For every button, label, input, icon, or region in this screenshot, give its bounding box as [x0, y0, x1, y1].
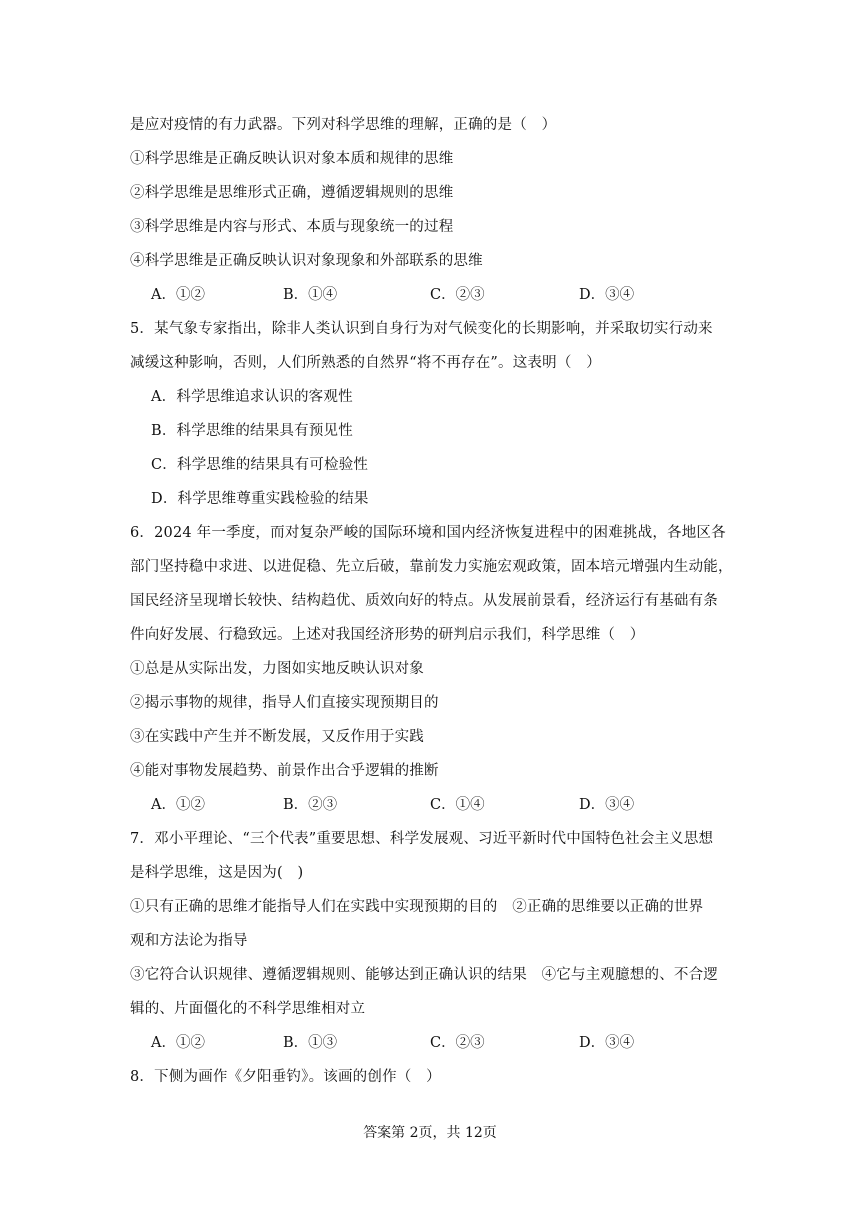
question-4-item-4: ④科学思维是正确反映认识对象现象和外部联系的思维 — [130, 253, 483, 269]
question-6-stem-line-1: 6．2024 年一季度，而对复杂严峻的国际环境和国内经济恢复进程中的困难挑战，各地区各 — [130, 525, 726, 541]
question-6-choice-d: D．③④ — [579, 797, 635, 813]
page-footer: 答案第 2页，共 12页 — [363, 1125, 497, 1141]
question-6-stem-line-3: 国民经济呈现增长较快、结构趋优、质效向好的特点。从发展前景看，经济运行有基础有条 — [130, 593, 718, 609]
question-7-item-line-4: 辑的、片面僵化的不科学思维相对立 — [130, 1001, 366, 1017]
question-6-stem-line-2: 部门坚持稳中求进、以进促稳、先立后破，靠前发力实施宏观政策，固本培元增强内生动能， — [130, 559, 733, 575]
question-6-choices — [130, 788, 740, 822]
question-7-item-line-1: ①只有正确的思维才能指导人们在实践中实现预期的目的 ②正确的思维要以正确的世界 — [130, 899, 704, 915]
question-5-option-b: B．科学思维的结果具有预见性 — [151, 423, 353, 439]
page-content — [130, 108, 740, 1094]
question-7-stem-line-2: 是科学思维，这是因为( ) — [130, 865, 304, 881]
question-6-item-3: ③在实践中产生并不断发展，又反作用于实践 — [130, 729, 424, 745]
question-7-item-line-3: ③它符合认识规律、遵循逻辑规则、能够达到正确认识的结果 ④它与主观臆想的、不合逻 — [130, 967, 718, 983]
question-4-choices — [130, 278, 740, 312]
question-6-item-2: ②揭示事物的规律，指导人们直接实现预期目的 — [130, 695, 439, 711]
question-5-option-a: A．科学思维追求认识的客观性 — [151, 389, 353, 405]
question-4-item-1: ①科学思维是正确反映认识对象本质和规律的思维 — [130, 151, 454, 167]
question-6-choice-c: C．①④ — [430, 797, 485, 813]
question-4-choice-b: B．①④ — [283, 287, 338, 303]
question-7-choice-d: D．③④ — [579, 1035, 635, 1051]
question-5-option-c: C．科学思维的结果具有可检验性 — [151, 457, 369, 473]
question-5-stem-line-2: 减缓这种影响，否则，人们所熟悉的自然界“将不再存在”。这表明（ ） — [130, 355, 601, 371]
question-6-item-1: ①总是从实际出发，力图如实地反映认识对象 — [130, 661, 424, 677]
question-6-choice-a: A．①② — [151, 797, 205, 813]
question-7-item-line-2: 观和方法论为指导 — [130, 933, 248, 949]
question-5-option-d: D．科学思维尊重实践检验的结果 — [151, 491, 369, 507]
question-7-choice-a: A．①② — [151, 1035, 205, 1051]
question-6-stem-line-4: 件向好发展、行稳致远。上述对我国经济形势的研判启示我们，科学思维（ ） — [130, 627, 645, 643]
question-4-stem-tail: 是应对疫情的有力武器。下列对科学思维的理解，正确的是（ ） — [130, 117, 557, 133]
question-4-item-2: ②科学思维是思维形式正确，遵循逻辑规则的思维 — [130, 185, 454, 201]
question-4-choice-d: D．③④ — [579, 287, 635, 303]
question-7-choice-b: B．①③ — [283, 1035, 338, 1051]
question-7-stem-line-1: 7．邓小平理论、“三个代表”重要思想、科学发展观、习近平新时代中国特色社会主义思想 — [130, 831, 714, 847]
question-6-item-4: ④能对事物发展趋势、前景作出合乎逻辑的推断 — [130, 763, 439, 779]
question-7-choices — [130, 1026, 740, 1060]
question-4-choice-a: A．①② — [151, 287, 205, 303]
question-8-stem: 8．下侧为画作《夕阳垂钓》。该画的创作（ ） — [130, 1069, 441, 1085]
question-4-item-3: ③科学思维是内容与形式、本质与现象统一的过程 — [130, 219, 454, 235]
question-6-choice-b: B．②③ — [283, 797, 338, 813]
question-7-choice-c: C．②③ — [430, 1035, 485, 1051]
question-4-choice-c: C．②③ — [430, 287, 485, 303]
question-5-stem-line-1: 5．某气象专家指出，除非人类认识到自身行为对气候变化的长期影响，并采取切实行动来 — [130, 321, 713, 337]
